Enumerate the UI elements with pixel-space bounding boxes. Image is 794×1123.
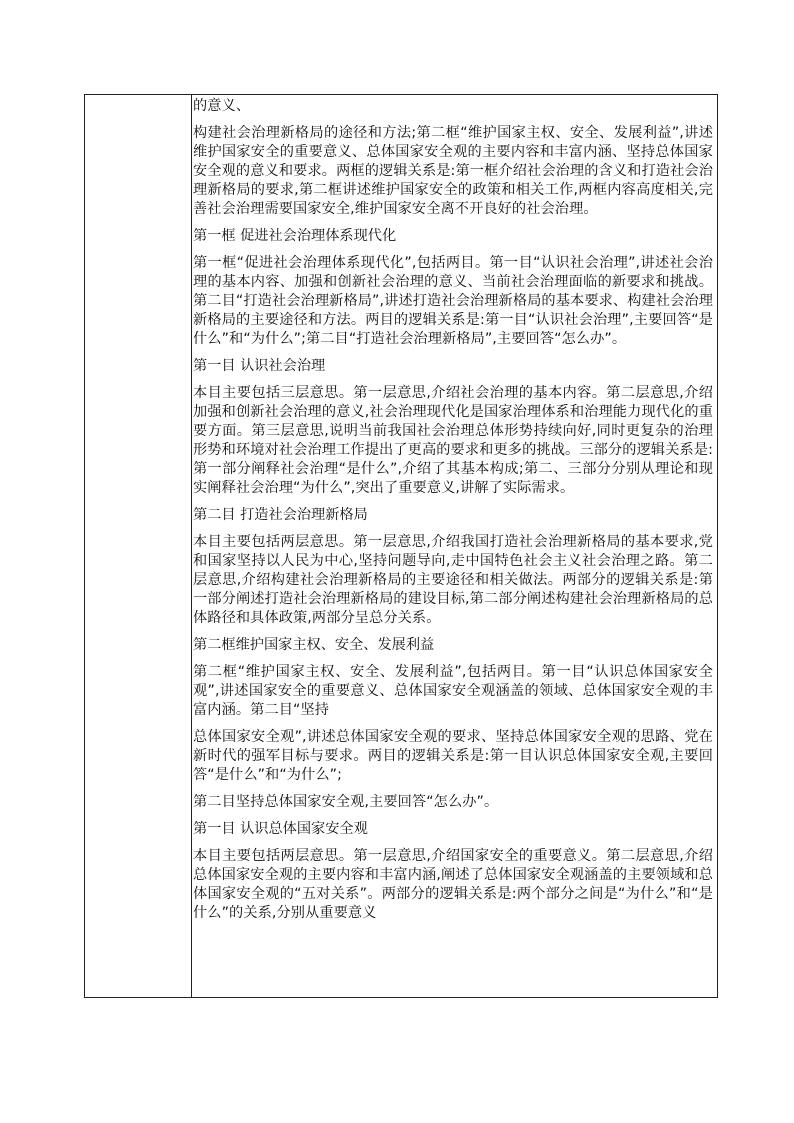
paragraph-frame-2-overview: 第二框“维护国家主权、安全、发展利益”,包括两目。第一目“认识总体国家安全观”,讲述国家安全的重要意义、总体国家安全观涵盖的领域、总体国家安全观的丰富内涵。第二目“坚持 [193, 664, 713, 718]
paragraph-intro-tail: 的意义、 [193, 98, 251, 114]
paragraph-frame-2-overview-cont: 总体国家安全观”,讲述总体国家安全观的要求、坚持总体国家安全观的思路、党在新时代的强军目标与要求。两目的逻辑关系是:第一目认识总体国家安全观,主要回答“是什么”和“为什么”; [193, 729, 713, 783]
table-label-cell [85, 95, 192, 997]
paragraph-frame-2-overview-end: 第二目坚持总体国家安全观,主要回答“怎么办”。 [193, 794, 499, 810]
paragraph-frame-2-item-1: 本目主要包括两层意思。第一层意思,介绍国家安全的重要意义。第二层意思,介绍总体国家安全观的主要内容和丰富内涵,阐述了总体国家安全观涵盖的主要领域和总体国家安全观的“五对关系”。两部分的逻辑关系是:两个部分之间是“为什么”和“是什么”的关系,分别从重要意义 [193, 848, 713, 921]
paragraph-chapter-overview: 构建社会治理新格局的途径和方法;第二框“维护国家主权、安全、发展利益”,讲述维护国家安全的重要意义、总体国家安全观的主要内容和丰富内涵、坚持总体国家安全观的意义和要求。两框的逻辑关系是:第一框介绍社会治理的含义和打造社会治理新格局的要求,第二框讲述维护国家安全的政策和相关工作,两框内容高度相关,完善社会治理需要国家安全,维护国家安全离不开良好的社会治理。 [193, 125, 713, 217]
heading-frame-2-item-1: 第一目 认识总体国家安全观 [193, 821, 368, 837]
content-table [84, 94, 718, 998]
heading-frame-2: 第二框维护国家主权、安全、发展利益 [193, 637, 435, 653]
paragraph-frame-1-overview: 第一框“促进社会治理体系现代化”,包括两目。第一目“认识社会治理”,讲述社会治理的基本内容、加强和创新社会治理的意义、当前社会治理面临的新要求和挑战。第二目“打造社会治理新格局”,讲述打造社会治理新格局的基本要求、构建社会治理新格局的主要途径和方法。两目的逻辑关系是:第一目“认识社会治理”,主要回答“是什么”和“为什么”;第二目“打造社会治理新格局”,主要回答“怎么办”。 [193, 255, 713, 347]
table-content-cell [193, 97, 713, 931]
paragraph-frame-1-item-1: 本目主要包括三层意思。第一层意思,介绍社会治理的基本内容。第二层意思,介绍加强和创新社会治理的意义,社会治理现代化是国家治理体系和治理能力现代化的重要方面。第三层意思,说明当前我国社会治理总体形势持续向好,同时更复杂的治理形势和环境对社会治理工作提出了更高的要求和更多的挑战。三部分的逻辑关系是:第一部分阐释社会治理“是什么”,介绍了其基本构成;第二、三部分分别从理论和现实阐释社会治理“为什么”,突出了重要意义,讲解了实际需求。 [193, 385, 713, 496]
heading-frame-1-item-1: 第一目 认识社会治理 [193, 358, 326, 374]
heading-frame-1: 第一框 促进社会治理体系现代化 [193, 228, 397, 244]
paragraph-frame-1-item-2: 本目主要包括两层意思。第一层意思,介绍我国打造社会治理新格局的基本要求,党和国家坚持以人民为中心,坚持问题导向,走中国特色社会主义社会治理之路。第二层意思,介绍构建社会治理新格局的主要途径和相关做法。两部分的逻辑关系是:第一部分阐述打造社会治理新格局的建设目标,第二部分阐述构建社会治理新格局的总体路径和具体政策,两部分呈总分关系。 [193, 534, 713, 626]
heading-frame-1-item-2: 第二目 打造社会治理新格局 [193, 507, 368, 523]
